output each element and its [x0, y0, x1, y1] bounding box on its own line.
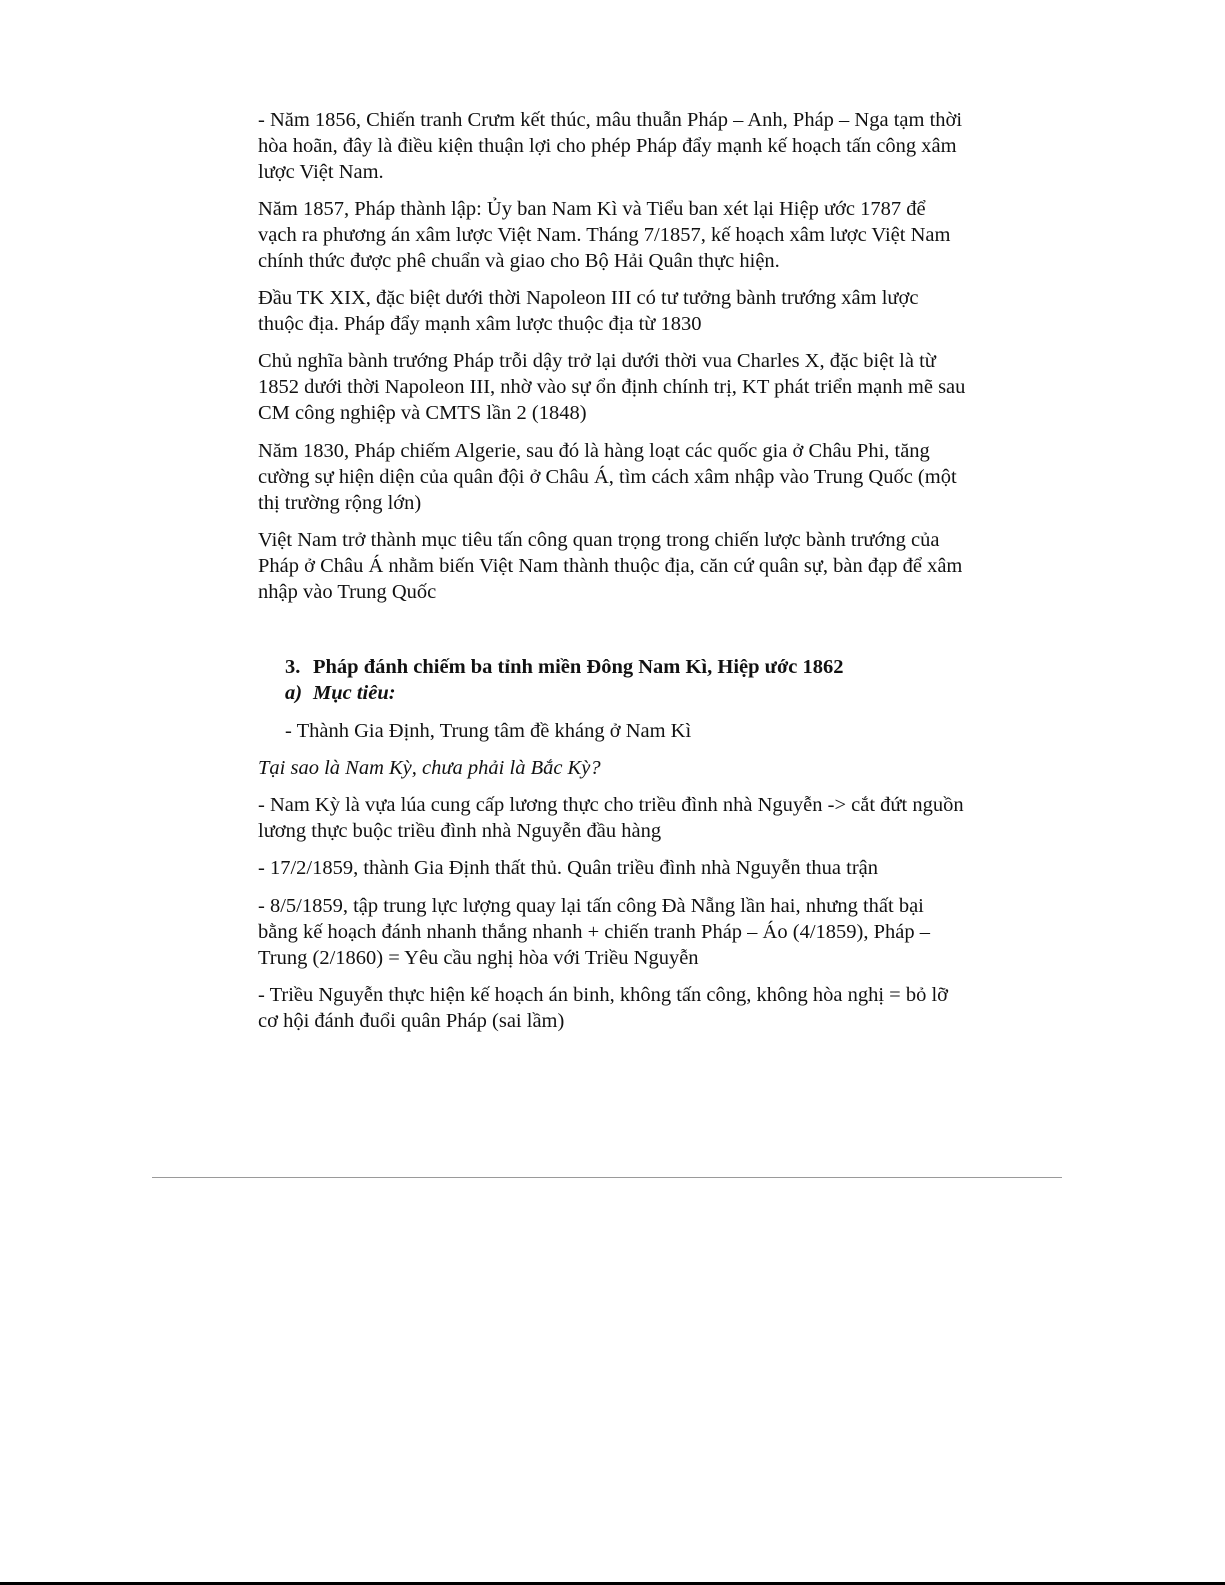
paragraph-napoleon-iii: Đầu TK XIX, đặc biệt dưới thời Napoleon III có tư tưởng bành trướng xâm lược thuộc địa. Pháp đẩy mạnh xâm lược thuộc địa từ 1830 — [258, 287, 919, 335]
question-why-nam-ky: Tại sao là Nam Kỳ, chưa phải là Bắc Kỳ? — [258, 757, 601, 779]
subsection-a-number: a) — [285, 682, 303, 704]
section-3-title: Pháp đánh chiếm ba tỉnh miền Đông Nam Kì, Hiệp ước 1862 — [313, 656, 844, 678]
paragraph-vietnam-target: Việt Nam trở thành mục tiêu tấn công quan trọng trong chiến lược bành trướng của Pháp ở Châu Á nhằm biến Việt Nam thành thuộc địa, căn cứ quân sự, bàn đạp để xâm nhập vào Trung Quốc — [258, 529, 963, 603]
paragraph-nguyen-passive: - Triều Nguyễn thực hiện kế hoạch án binh, không tấn công, không hòa nghị = bỏ lỡ cơ hội đánh đuổi quân Pháp (sai lầm) — [258, 984, 948, 1032]
paragraph-1857-committee: Năm 1857, Pháp thành lập: Ủy ban Nam Kì và Tiểu ban xét lại Hiệp ước 1787 để vạch ra phương án xâm lược Việt Nam. Tháng 7/1857, kế hoạch xâm lược Việt Nam chính thức được phê chuẩn và giao cho Bộ Hải Quân thực hiện. — [258, 198, 951, 272]
paragraph-da-nang-second-attack: - 8/5/1859, tập trung lực lượng quay lại tấn công Đà Nẵng lần hai, nhưng thất bại bằng kế hoạch đánh nhanh thắng nhanh + chiến tranh Pháp – Áo (4/1859), Pháp – Trung (2/1860) = Yêu cầu nghị hòa với Triều Nguyễn — [258, 895, 930, 969]
section-3-number: 3. — [285, 656, 301, 678]
paragraph-algerie: Năm 1830, Pháp chiếm Algerie, sau đó là hàng loạt các quốc gia ở Châu Phi, tăng cường sự hiện diện của quân đội ở Châu Á, tìm cách xâm nhập vào Trung Quốc (một thị trường rộng lớn) — [258, 440, 957, 514]
page-divider — [152, 1177, 1062, 1178]
section-3-heading — [285, 654, 965, 680]
paragraph-rice-granary: - Nam Kỳ là vựa lúa cung cấp lương thực cho triều đình nhà Nguyễn -> cắt đứt nguồn lương thực buộc triều đình nhà Nguyễn đầu hàng — [258, 794, 964, 842]
paragraph-crimean-war: - Năm 1856, Chiến tranh Crưm kết thúc, mâu thuẫn Pháp – Anh, Pháp – Nga tạm thời hòa hoãn, đây là điều kiện thuận lợi cho phép Pháp đẩy mạnh kế hoạch tấn công xâm lược Việt Nam. — [258, 109, 963, 183]
subsection-a-heading — [285, 680, 396, 706]
paragraph-gia-dinh-falls: - 17/2/1859, thành Gia Định thất thủ. Quân triều đình nhà Nguyễn thua trận — [258, 857, 879, 879]
paragraph-expansionism: Chủ nghĩa bành trướng Pháp trỗi dậy trở lại dưới thời vua Charles X, đặc biệt là từ 1852 dưới thời Napoleon III, nhờ vào sự ổn định chính trị, KT phát triển mạnh mẽ sau CM công nghiệp và CMTS lần 2 (1848) — [258, 350, 966, 424]
subsection-a-title: Mục tiêu: — [313, 682, 396, 704]
target-gia-dinh: - Thành Gia Định, Trung tâm đề kháng ở Nam Kì — [285, 720, 692, 742]
